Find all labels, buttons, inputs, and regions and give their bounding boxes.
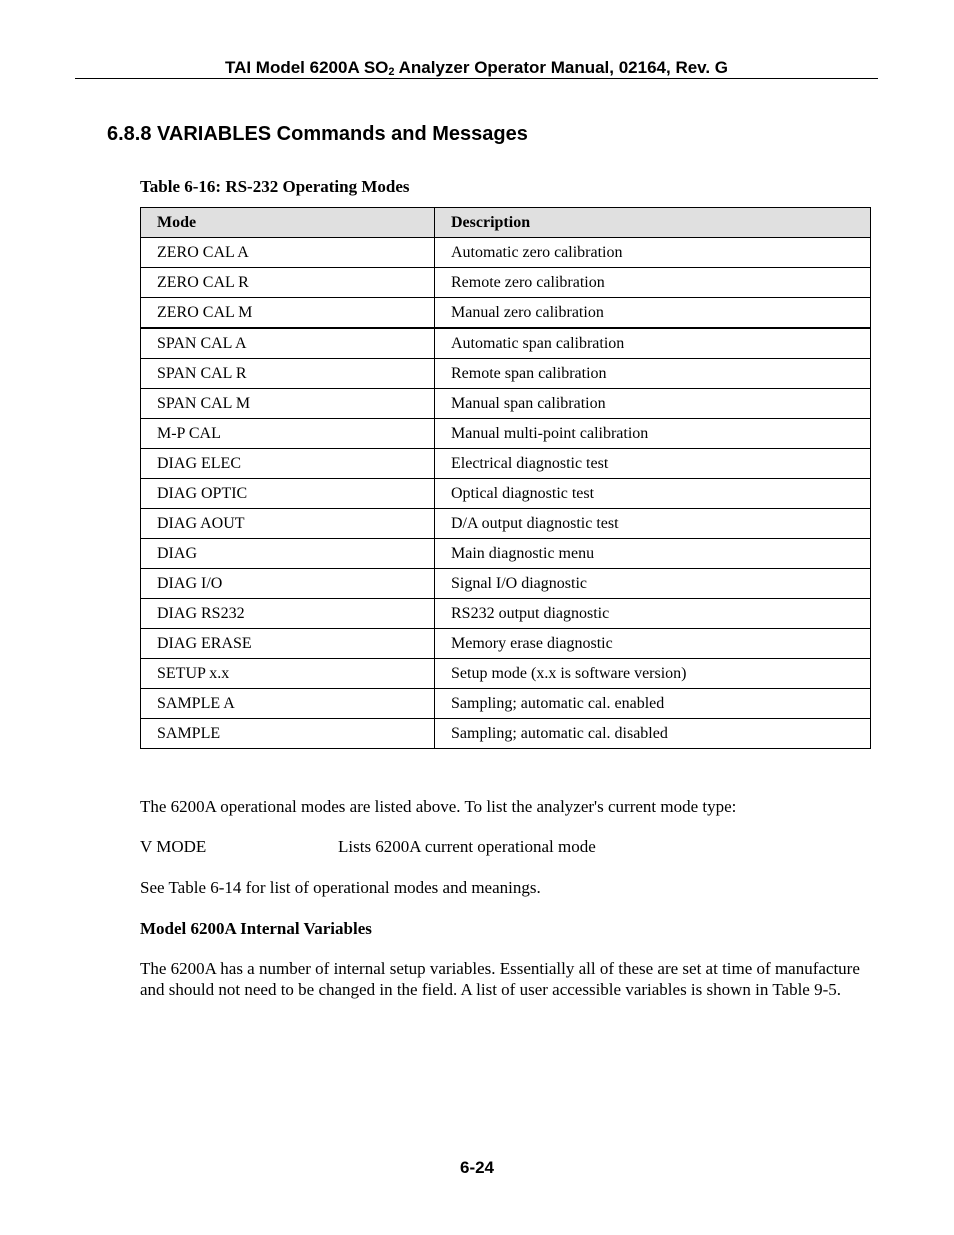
section-title: 6.8.8 VARIABLES Commands and Messages	[107, 123, 528, 145]
mode-cell: DIAG RS232	[141, 599, 435, 629]
description-cell: Electrical diagnostic test	[435, 449, 871, 479]
description-cell: Automatic zero calibration	[435, 238, 871, 268]
mode-cell: SPAN CAL A	[141, 328, 435, 359]
mode-cell: ZERO CAL R	[141, 268, 435, 298]
table-row	[141, 539, 871, 569]
command-description: Lists 6200A current operational mode	[338, 837, 596, 856]
operating-modes-table	[140, 207, 871, 749]
table-row	[141, 298, 871, 329]
header-title-suffix: Analyzer Operator Manual, 02164, Rev. G	[394, 58, 729, 77]
column-header-mode: Mode	[141, 208, 435, 238]
mode-cell: DIAG ERASE	[141, 629, 435, 659]
mode-cell: DIAG AOUT	[141, 509, 435, 539]
mode-cell: SPAN CAL M	[141, 389, 435, 419]
mode-cell: SAMPLE A	[141, 689, 435, 719]
mode-cell: DIAG OPTIC	[141, 479, 435, 509]
table-row	[141, 268, 871, 298]
mode-cell: SAMPLE	[141, 719, 435, 749]
table-row	[141, 389, 871, 419]
mode-cell: ZERO CAL M	[141, 298, 435, 329]
table-row	[141, 629, 871, 659]
description-cell: Manual multi-point calibration	[435, 419, 871, 449]
description-cell: Sampling; automatic cal. disabled	[435, 719, 871, 749]
table-row	[141, 719, 871, 749]
mode-cell: ZERO CAL A	[141, 238, 435, 268]
mode-cell: DIAG ELEC	[141, 449, 435, 479]
table-row	[141, 599, 871, 629]
subheading-text: Model 6200A Internal Variables	[140, 919, 372, 938]
description-cell: Memory erase diagnostic	[435, 629, 871, 659]
header-title-prefix: TAI Model 6200A SO	[224, 58, 389, 77]
mode-cell: SPAN CAL R	[141, 359, 435, 389]
description-cell: Automatic span calibration	[435, 328, 871, 359]
table-row	[141, 659, 871, 689]
description-cell: Optical diagnostic test	[435, 479, 871, 509]
header-title-subscript: 2	[388, 66, 395, 78]
mode-cell: M-P CAL	[141, 419, 435, 449]
description-cell: Main diagnostic menu	[435, 539, 871, 569]
description-cell: Sampling; automatic cal. enabled	[435, 689, 871, 719]
description-cell: Manual zero calibration	[435, 298, 871, 329]
table-row	[141, 359, 871, 389]
table-row	[141, 689, 871, 719]
mode-cell: DIAG	[141, 539, 435, 569]
table-row	[141, 449, 871, 479]
description-cell: Manual span calibration	[435, 389, 871, 419]
description-cell: Remote span calibration	[435, 359, 871, 389]
table-row	[141, 328, 871, 359]
see-table-paragraph: See Table 6-14 for list of operational modes and meanings.	[140, 878, 541, 897]
table-row	[141, 238, 871, 268]
command-name: V MODE	[140, 837, 207, 856]
description-cell: Signal I/O diagnostic	[435, 569, 871, 599]
table-caption: Table 6-16: RS-232 Operating Modes	[140, 177, 410, 196]
table-row	[141, 569, 871, 599]
subheading	[140, 918, 868, 939]
description-cell: Setup mode (x.x is software version)	[435, 659, 871, 689]
header-rule	[75, 78, 878, 79]
table-header-row	[141, 208, 871, 238]
table-row	[141, 419, 871, 449]
table-row	[141, 509, 871, 539]
table-body	[141, 238, 871, 749]
internal-variables-paragraph: The 6200A has a number of internal setup variables. Essentially all of these are set at time of manufacture and should not need to be changed in the field. A list of user accessible variables is shown in Table 9-5.	[140, 959, 860, 999]
page-header	[75, 57, 878, 79]
mode-cell: SETUP x.x	[141, 659, 435, 689]
description-cell: D/A output diagnostic test	[435, 509, 871, 539]
mode-cell: DIAG I/O	[141, 569, 435, 599]
description-cell: RS232 output diagnostic	[435, 599, 871, 629]
column-header-description: Description	[435, 208, 871, 238]
table-row	[141, 479, 871, 509]
page-number: 6-24	[459, 1158, 495, 1177]
description-cell: Remote zero calibration	[435, 268, 871, 298]
intro-paragraph: The 6200A operational modes are listed above. To list the analyzer's current mode type:	[140, 797, 737, 816]
